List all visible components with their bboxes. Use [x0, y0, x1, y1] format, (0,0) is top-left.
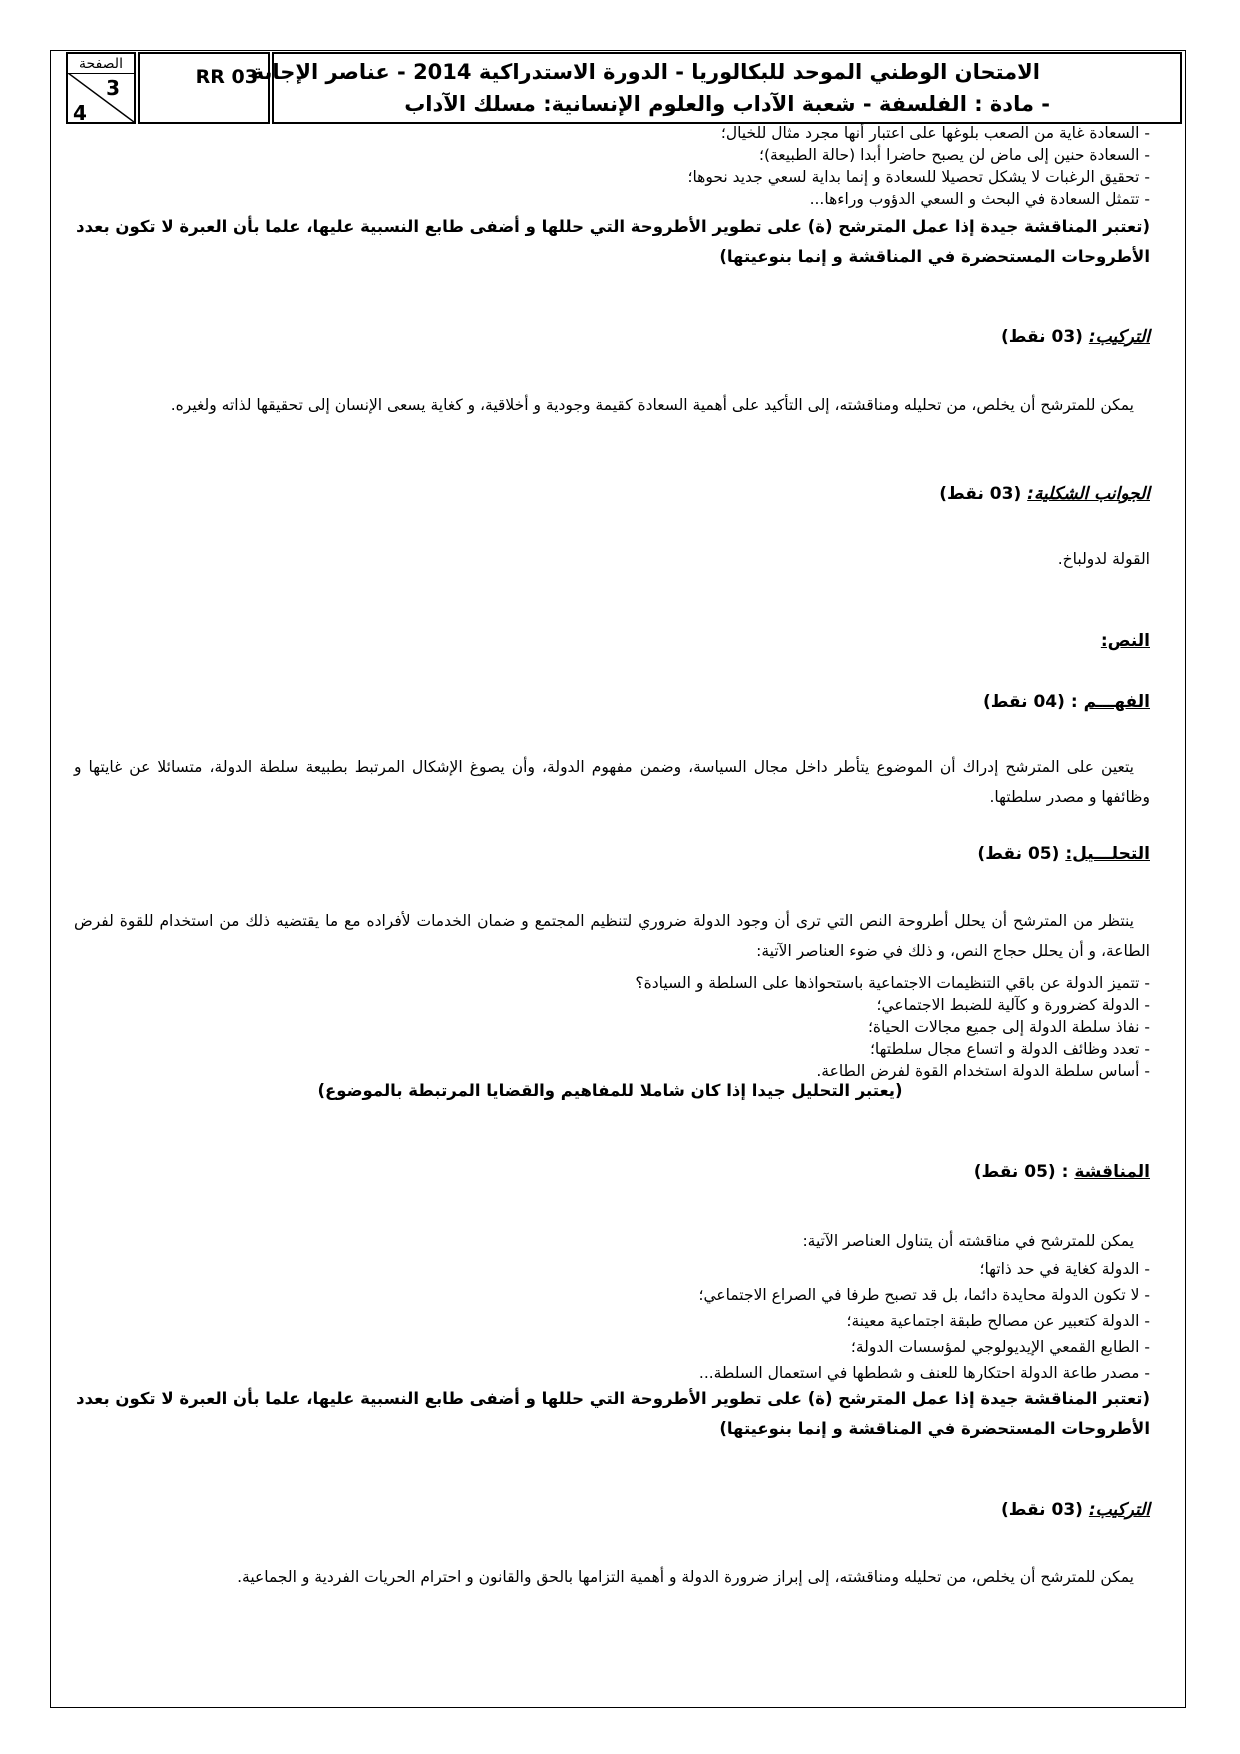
discussion-heading	[74, 1162, 1150, 1182]
note-line: الأطروحات المستحضرة في المناقشة و إنما بنوعيتها)	[719, 1419, 1150, 1438]
text-section-heading	[74, 631, 1150, 651]
section-title: التركيب:	[1088, 1500, 1150, 1520]
discussion-tail-list	[74, 122, 1150, 210]
list-item: - تعدد وظائف الدولة و اتساع مجال سلطتها؛	[870, 1040, 1150, 1058]
synthesis1-text: يمكن للمترشح أن يخلص، من تحليله ومناقشته، إلى التأكيد على أهمية السعادة كقيمة وجودية و أخلاقية، و كغاية يسعى الإنسان إلى تحقيقها لذاته ولغيره.	[170, 396, 1134, 414]
list-item: - نفاذ سلطة الدولة إلى جميع مجالات الحياة؛	[867, 1018, 1150, 1036]
page-frame	[50, 50, 1186, 1708]
exam-title-box	[251, 52, 1182, 124]
analysis-list	[74, 972, 1150, 1082]
exam-title-line1: الامتحان الوطني الموحد للبكالوريا - الدورة الاستدراكية 2014 - عناصر الإجابة	[251, 60, 1040, 84]
section-points: (03 نقط)	[1000, 1500, 1083, 1520]
discussion-tail-note	[74, 212, 1150, 272]
section-points: (03 نقط)	[1000, 327, 1083, 347]
quote-answer: القولة لدولباخ.	[1057, 550, 1150, 568]
list-item: - تتمثل السعادة في البحث و السعي الدؤوب وراءها...	[809, 190, 1150, 208]
section-title: التحلـــيل:	[1065, 844, 1150, 864]
page-total: 4	[73, 101, 87, 125]
section-title: المناقشة	[1074, 1162, 1150, 1182]
discussion-list	[74, 1256, 1150, 1386]
page-number-box	[66, 52, 136, 124]
note-line: (تعتبر المناقشة جيدة إذا عمل المترشح (ة) على تطوير الأطروحة التي حللها و أضفى طابع النسبية عليها، علما بأن العبرة لا تكون بعدد	[76, 217, 1150, 236]
list-item: - الطابع القمعي الإيديولوجي لمؤسسات الدولة؛	[850, 1338, 1150, 1356]
discussion-note	[74, 1384, 1150, 1444]
list-item: - مصدر طاعة الدولة احتكارها للعنف و شططها في استعمال السلطة...	[698, 1364, 1150, 1382]
list-item: - الدولة كتعبير عن مصالح طبقة اجتماعية معينة؛	[846, 1312, 1150, 1330]
page-current: 3	[106, 76, 120, 100]
section-title: النص:	[1100, 631, 1150, 651]
section-points: : (04 نقط)	[982, 692, 1078, 712]
section-points: (03 نقط)	[939, 484, 1022, 504]
note-line: الأطروحات المستحضرة في المناقشة و إنما بنوعيتها)	[719, 247, 1150, 266]
list-item: - تتميز الدولة عن باقي التنظيمات الاجتماعية باستحواذها على السلطة و السيادة؟	[635, 974, 1150, 992]
list-item: - لا تكون الدولة محايدة دائما، بل قد تصبح طرفا في الصراع الاجتماعي؛	[698, 1286, 1150, 1304]
discussion-intro: يمكن للمترشح في مناقشته أن يتناول العناصر الآتية:	[802, 1232, 1134, 1250]
formal-heading	[74, 484, 1150, 504]
list-item: - الدولة كضرورة و كآلية للضبط الاجتماعي؛	[876, 996, 1150, 1014]
exam-title-line2: - مادة : الفلسفة - شعبة الآداب والعلوم الإنسانية: مسلك الآداب	[404, 92, 1050, 116]
analysis-text: ينتظر من المترشح أن يحلل أطروحة النص التي ترى أن وجود الدولة ضروري لتنظيم المجتمع و ضمان الخدمات لأفراده مع ما يقتضيه ذلك من استخدام للقوة لفرض الطاعة، و أن يحلل حجاج النص، و ذلك في ضوء العناصر الآتية:	[74, 912, 1150, 960]
comprehension-heading	[74, 692, 1150, 712]
section-title: الجوانب الشكلية:	[1027, 484, 1150, 504]
comprehension-text: يتعين على المترشح إدراك أن الموضوع يتأطر داخل مجال السياسة، وضمن مفهوم الدولة، وأن يصوغ الإشكال المرتبط بطبيعة سلطة الدولة، متسائلا عن غايتها و وظائفها و مصدر سلطتها.	[74, 758, 1150, 806]
analysis-heading	[74, 844, 1150, 864]
synthesis2-heading	[74, 1500, 1150, 1520]
list-item: - السعادة حنين إلى ماض لن يصبح حاضرا أبدا (حالة الطبيعة)؛	[759, 146, 1150, 164]
list-item: - تحقيق الرغبات لا يشكل تحصيلا للسعادة و إنما بداية لسعي جديد نحوها؛	[687, 168, 1150, 186]
list-item: - الدولة كغاية في حد ذاتها؛	[979, 1260, 1150, 1278]
section-title: التركيب:	[1088, 327, 1150, 347]
section-points: : (05 نقط)	[973, 1162, 1069, 1182]
exam-code: RR 03	[138, 52, 270, 124]
list-item: - السعادة غاية من الصعب بلوغها على اعتبار أنها مجرد مثال للخيال؛	[720, 124, 1150, 142]
list-item: - أساس سلطة الدولة استخدام القوة لفرض الطاعة.	[816, 1062, 1150, 1080]
synthesis1-heading	[74, 327, 1150, 347]
synthesis2-text: يمكن للمترشح أن يخلص، من تحليله ومناقشته، إلى إبراز ضرورة الدولة و أهمية التزامها بالحق والقانون و احترام الحريات الفردية و الجماعية.	[237, 1568, 1134, 1586]
note-line: (تعتبر المناقشة جيدة إذا عمل المترشح (ة) على تطوير الأطروحة التي حللها و أضفى طابع النسبية عليها، علما بأن العبرة لا تكون بعدد	[76, 1389, 1150, 1408]
section-title: الفهـــم	[1083, 692, 1150, 712]
analysis-note: (يعتبر التحليل جيدا إذا كان شاملا للمفاهيم والقضايا المرتبطة بالموضوع)	[317, 1081, 903, 1100]
page-label: الصفحة	[68, 55, 134, 74]
header	[50, 50, 1186, 128]
section-points: (05 نقط)	[977, 844, 1060, 864]
